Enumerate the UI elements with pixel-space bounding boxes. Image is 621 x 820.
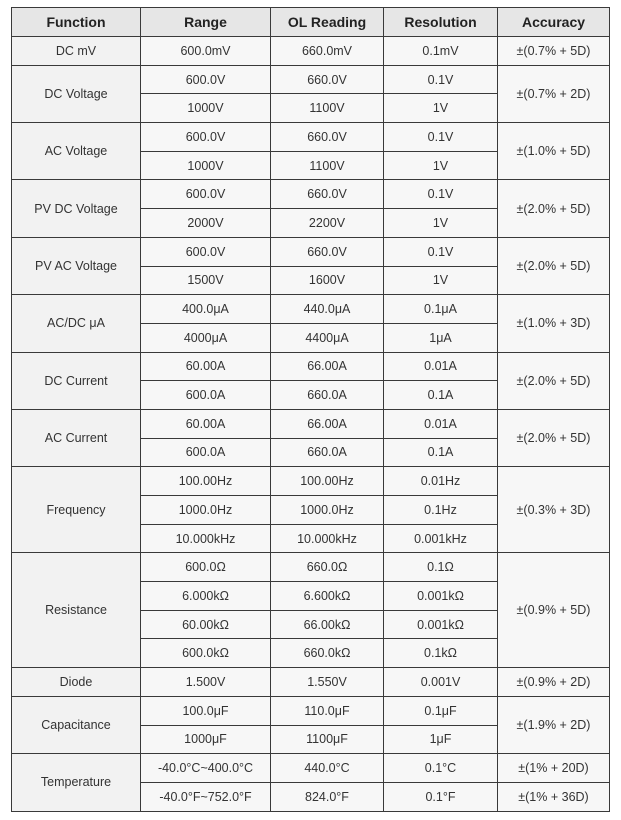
- resolution-cell: 1μF: [384, 725, 498, 754]
- resolution-cell: 0.01A: [384, 409, 498, 438]
- resolution-cell: 0.1mV: [384, 37, 498, 66]
- ol-reading-cell: 660.0kΩ: [271, 639, 384, 668]
- ol-reading-cell: 440.0°C: [271, 754, 384, 783]
- range-cell: 400.0μA: [141, 295, 271, 324]
- range-cell: 60.00A: [141, 409, 271, 438]
- accuracy-cell: ±(1.0% + 3D): [498, 295, 610, 352]
- function-cell: AC Voltage: [12, 123, 141, 180]
- function-cell: DC Voltage: [12, 65, 141, 122]
- ol-reading-cell: 1000.0Hz: [271, 496, 384, 525]
- resolution-cell: 0.1°F: [384, 782, 498, 811]
- range-cell: -40.0°C~400.0°C: [141, 754, 271, 783]
- table-body: [12, 37, 610, 812]
- table-row: [12, 237, 610, 266]
- table-row: [12, 352, 610, 381]
- table-row: [12, 123, 610, 152]
- ol-reading-cell: 660.0V: [271, 180, 384, 209]
- accuracy-cell: ±(2.0% + 5D): [498, 352, 610, 409]
- ol-reading-cell: 66.00kΩ: [271, 610, 384, 639]
- resolution-cell: 0.1V: [384, 65, 498, 94]
- accuracy-cell: ±(2.0% + 5D): [498, 237, 610, 294]
- range-cell: -40.0°F~752.0°F: [141, 782, 271, 811]
- ol-reading-cell: 824.0°F: [271, 782, 384, 811]
- range-cell: 1000.0Hz: [141, 496, 271, 525]
- ol-reading-cell: 100.00Hz: [271, 467, 384, 496]
- range-cell: 4000μA: [141, 323, 271, 352]
- header-function: Function: [12, 8, 141, 37]
- ol-reading-cell: 66.00A: [271, 352, 384, 381]
- accuracy-cell: ±(0.9% + 5D): [498, 553, 610, 668]
- range-cell: 1000V: [141, 94, 271, 123]
- range-cell: 60.00A: [141, 352, 271, 381]
- range-cell: 600.0V: [141, 237, 271, 266]
- ol-reading-cell: 110.0μF: [271, 696, 384, 725]
- header-row: [12, 8, 610, 37]
- ol-reading-cell: 660.0Ω: [271, 553, 384, 582]
- resolution-cell: 0.1V: [384, 180, 498, 209]
- table-row: [12, 668, 610, 697]
- header-resolution: Resolution: [384, 8, 498, 37]
- range-cell: 6.000kΩ: [141, 582, 271, 611]
- range-cell: 2000V: [141, 209, 271, 238]
- ol-reading-cell: 660.0mV: [271, 37, 384, 66]
- ol-reading-cell: 660.0V: [271, 123, 384, 152]
- accuracy-cell: ±(1.0% + 5D): [498, 123, 610, 180]
- resolution-cell: 1V: [384, 266, 498, 295]
- ol-reading-cell: 440.0μA: [271, 295, 384, 324]
- range-cell: 600.0V: [141, 65, 271, 94]
- ol-reading-cell: 1100V: [271, 151, 384, 180]
- resolution-cell: 0.001kΩ: [384, 610, 498, 639]
- resolution-cell: 0.1kΩ: [384, 639, 498, 668]
- resolution-cell: 0.01Hz: [384, 467, 498, 496]
- range-cell: 600.0mV: [141, 37, 271, 66]
- resolution-cell: 0.1Hz: [384, 496, 498, 525]
- ol-reading-cell: 1.550V: [271, 668, 384, 697]
- function-cell: PV AC Voltage: [12, 237, 141, 294]
- resolution-cell: 1V: [384, 151, 498, 180]
- resolution-cell: 1μA: [384, 323, 498, 352]
- accuracy-cell: ±(1% + 20D): [498, 754, 610, 783]
- accuracy-cell: ±(0.7% + 2D): [498, 65, 610, 122]
- range-cell: 1000μF: [141, 725, 271, 754]
- range-cell: 100.0μF: [141, 696, 271, 725]
- resolution-cell: 0.1V: [384, 123, 498, 152]
- range-cell: 600.0V: [141, 123, 271, 152]
- ol-reading-cell: 660.0V: [271, 65, 384, 94]
- header-accuracy: Accuracy: [498, 8, 610, 37]
- resolution-cell: 0.001kHz: [384, 524, 498, 553]
- ol-reading-cell: 66.00A: [271, 409, 384, 438]
- range-cell: 1000V: [141, 151, 271, 180]
- ol-reading-cell: 660.0A: [271, 438, 384, 467]
- table-header: [12, 8, 610, 37]
- accuracy-cell: ±(1% + 36D): [498, 782, 610, 811]
- ol-reading-cell: 2200V: [271, 209, 384, 238]
- ol-reading-cell: 10.000kHz: [271, 524, 384, 553]
- ol-reading-cell: 6.600kΩ: [271, 582, 384, 611]
- ol-reading-cell: 1100V: [271, 94, 384, 123]
- accuracy-cell: ±(0.9% + 2D): [498, 668, 610, 697]
- range-cell: 600.0A: [141, 381, 271, 410]
- resolution-cell: 0.1°C: [384, 754, 498, 783]
- function-cell: Temperature: [12, 754, 141, 811]
- resolution-cell: 1V: [384, 209, 498, 238]
- table-row: [12, 553, 610, 582]
- spec-table-container: [11, 7, 610, 812]
- table-row: [12, 295, 610, 324]
- table-row: [12, 467, 610, 496]
- ol-reading-cell: 660.0V: [271, 237, 384, 266]
- ol-reading-cell: 660.0A: [271, 381, 384, 410]
- table-row: [12, 754, 610, 783]
- table-row: [12, 65, 610, 94]
- range-cell: 100.00Hz: [141, 467, 271, 496]
- resolution-cell: 0.1A: [384, 381, 498, 410]
- resolution-cell: 1V: [384, 94, 498, 123]
- function-cell: PV DC Voltage: [12, 180, 141, 237]
- resolution-cell: 0.1μF: [384, 696, 498, 725]
- function-cell: Frequency: [12, 467, 141, 553]
- range-cell: 1500V: [141, 266, 271, 295]
- resolution-cell: 0.1Ω: [384, 553, 498, 582]
- range-cell: 600.0V: [141, 180, 271, 209]
- resolution-cell: 0.1V: [384, 237, 498, 266]
- ol-reading-cell: 1100μF: [271, 725, 384, 754]
- accuracy-cell: ±(0.3% + 3D): [498, 467, 610, 553]
- range-cell: 600.0kΩ: [141, 639, 271, 668]
- function-cell: Diode: [12, 668, 141, 697]
- resolution-cell: 0.1A: [384, 438, 498, 467]
- function-cell: DC mV: [12, 37, 141, 66]
- ol-reading-cell: 1600V: [271, 266, 384, 295]
- function-cell: AC/DC μA: [12, 295, 141, 352]
- table-row: [12, 37, 610, 66]
- resolution-cell: 0.01A: [384, 352, 498, 381]
- range-cell: 600.0A: [141, 438, 271, 467]
- range-cell: 60.00kΩ: [141, 610, 271, 639]
- function-cell: DC Current: [12, 352, 141, 409]
- function-cell: Capacitance: [12, 696, 141, 753]
- accuracy-cell: ±(1.9% + 2D): [498, 696, 610, 753]
- range-cell: 600.0Ω: [141, 553, 271, 582]
- function-cell: Resistance: [12, 553, 141, 668]
- table-row: [12, 180, 610, 209]
- range-cell: 1.500V: [141, 668, 271, 697]
- ol-reading-cell: 4400μA: [271, 323, 384, 352]
- resolution-cell: 0.001V: [384, 668, 498, 697]
- header-ol-reading: OL Reading: [271, 8, 384, 37]
- resolution-cell: 0.001kΩ: [384, 582, 498, 611]
- accuracy-cell: ±(2.0% + 5D): [498, 180, 610, 237]
- accuracy-cell: ±(0.7% + 5D): [498, 37, 610, 66]
- function-cell: AC Current: [12, 409, 141, 466]
- header-range: Range: [141, 8, 271, 37]
- table-row: [12, 409, 610, 438]
- range-cell: 10.000kHz: [141, 524, 271, 553]
- spec-table: [11, 7, 610, 812]
- accuracy-cell: ±(2.0% + 5D): [498, 409, 610, 466]
- resolution-cell: 0.1μA: [384, 295, 498, 324]
- table-row: [12, 696, 610, 725]
